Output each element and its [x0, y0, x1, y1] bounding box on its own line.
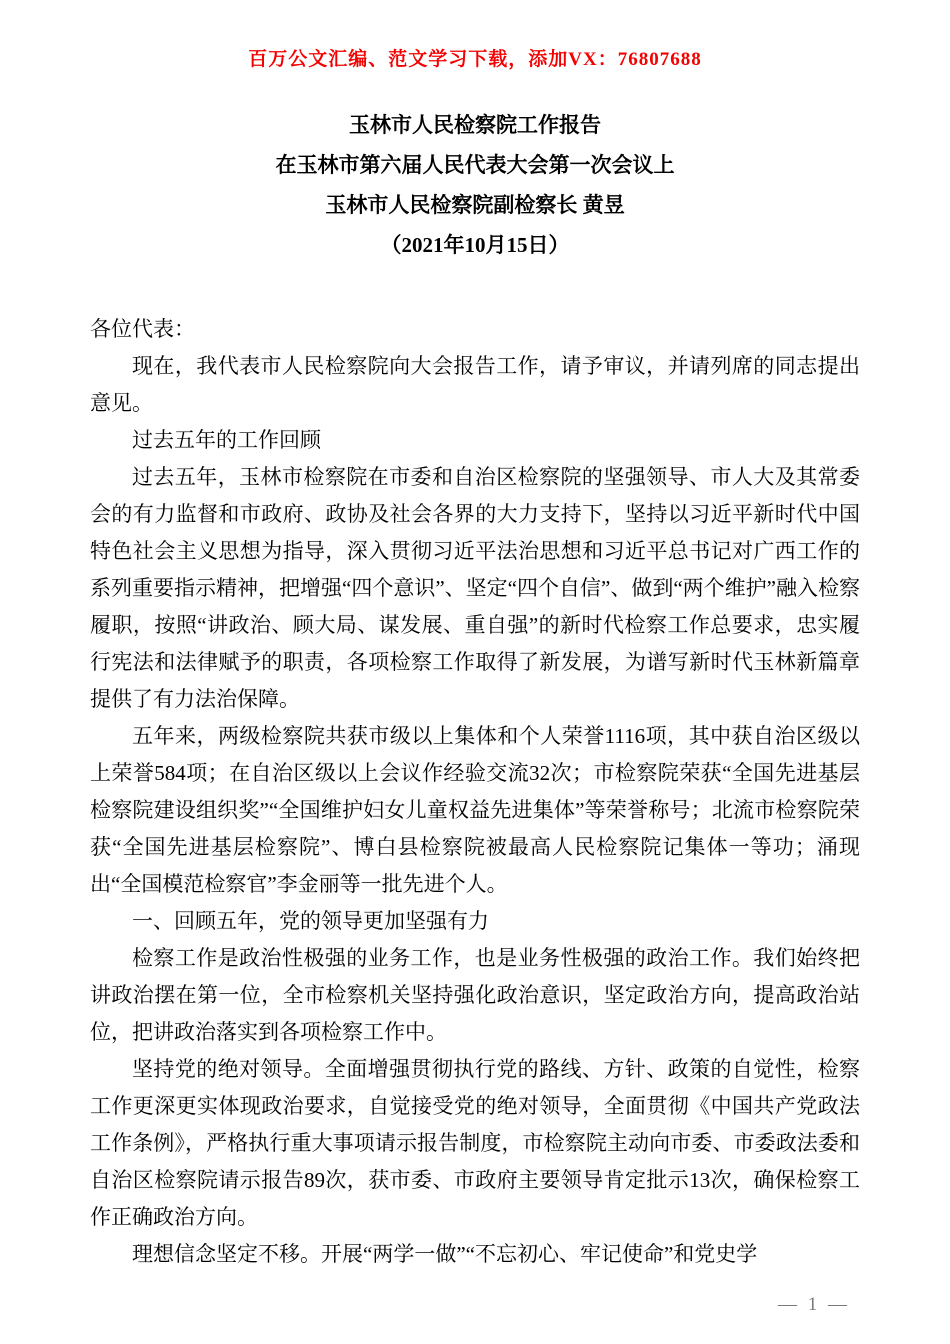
- document-author: 玉林市人民检察院副检察长 黄昱: [325, 193, 625, 217]
- paragraph: 各位代表：: [90, 317, 195, 341]
- paragraph: 现在，我代表市人民检察院向大会报告工作，请予审议，并请列席的同志提出意见。: [90, 354, 860, 415]
- page-number: — 1 —: [778, 1294, 850, 1315]
- title-block: [90, 105, 860, 265]
- paragraph: 理想信念坚定不移。开展“两学一做”“不忘初心、牢记使命”和党史学: [132, 1242, 758, 1266]
- document-body: [90, 311, 860, 1273]
- document-date: （2021年10月15日）: [380, 233, 570, 257]
- paragraph: 一、回顾五年，党的领导更加坚强有力: [132, 909, 489, 933]
- paragraph: 坚持党的绝对领导。全面增强贯彻执行党的路线、方针、政策的自觉性，检察工作更深更实体现政治要求，自觉接受党的绝对领导，全面贯彻《中国共产党政法工作条例》，严格执行重大事项请示报告制度，市检察院主动向市委、市委政法委和自治区检察院请示报告89次，获市委、市政府主要领导肯定批示13次，确保检察工作正确政治方向。: [90, 1057, 860, 1229]
- paragraph: 检察工作是政治性极强的业务工作，也是业务性极强的政治工作。我们始终把讲政治摆在第一位，全市检察机关坚持强化政治意识，坚定政治方向，提高政治站位，把讲政治落实到各项检察工作中。: [90, 946, 860, 1044]
- paragraph: 过去五年的工作回顾: [132, 428, 321, 452]
- document-title: 玉林市人民检察院工作报告: [349, 113, 601, 137]
- header-notice: 百万公文汇编、范文学习下载，添加VX：76807688: [248, 49, 702, 70]
- paragraph: 过去五年，玉林市检察院在市委和自治区检察院的坚强领导、市人大及其常委会的有力监督和市政府、政协及社会各界的大力支持下，坚持以习近平新时代中国特色社会主义思想为指导，深入贯彻习近平法治思想和习近平总书记对广西工作的系列重要指示精神，把增强“四个意识”、坚定“四个自信”、做到“两个维护”融入检察履职，按照“讲政治、顾大局、谋发展、重自强”的新时代检察工作总要求，忠实履行宪法和法律赋予的职责，各项检察工作取得了新发展，为谱写新时代玉林新篇章提供了有力法治保障。: [90, 465, 860, 711]
- paragraph: 五年来，两级检察院共获市级以上集体和个人荣誉1116项，其中获自治区级以上荣誉584项；在自治区级以上会议作经验交流32次；市检察院荣获“全国先进基层检察院建设组织奖”“全国维护妇女儿童权益先进集体”等荣誉称号；北流市检察院荣获“全国先进基层检察院”、博白县检察院被最高人民检察院记集体一等功；涌现出“全国模范检察官”李金丽等一批先进个人。: [90, 724, 860, 896]
- document-subtitle: 在玉林市第六届人民代表大会第一次会议上: [275, 153, 675, 177]
